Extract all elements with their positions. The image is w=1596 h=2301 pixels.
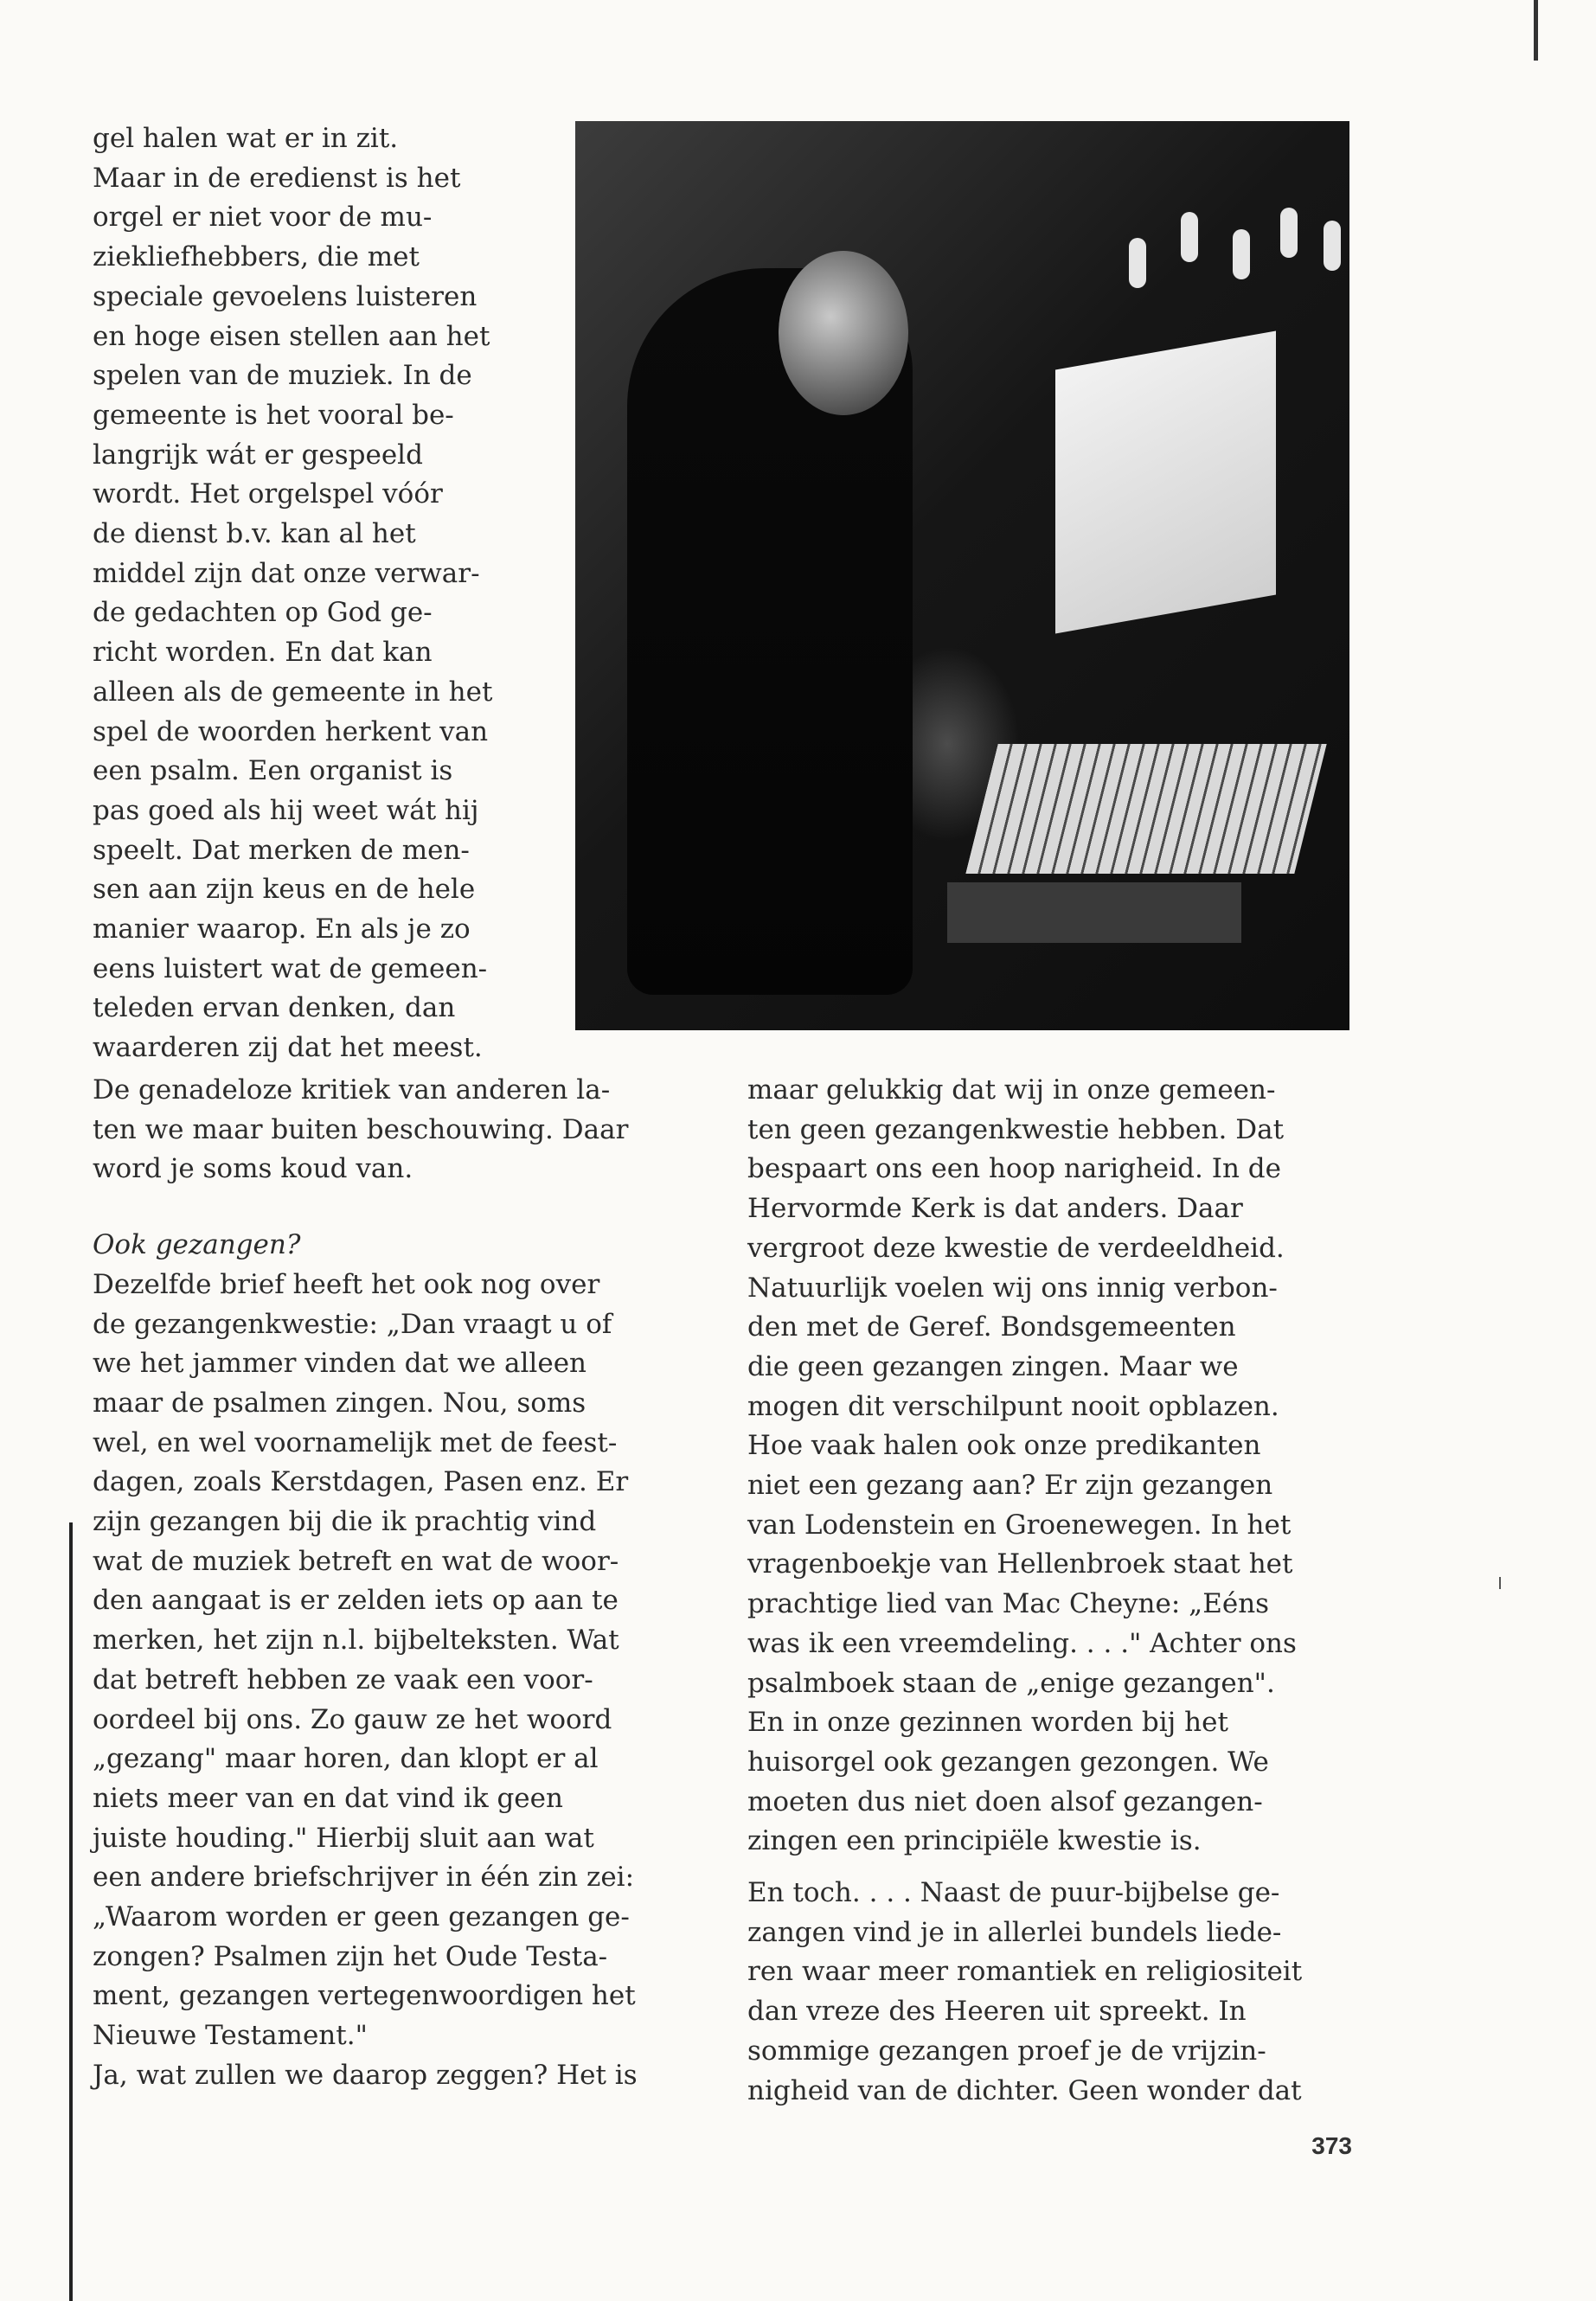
- text-line: sommige gezangen proef je de vrijzin-: [747, 2035, 1266, 2067]
- right-column-text: [747, 1071, 1359, 2111]
- text-line: dagen, zoals Kerstdagen, Pasen enz. Er: [93, 1466, 629, 1498]
- text-line: Nieuwe Testament.": [93, 2020, 368, 2052]
- text-line: ment, gezangen vertegenwoordigen het: [93, 1980, 636, 2012]
- text-line: moeten dus niet doen alsof gezangen-: [747, 1785, 1263, 1817]
- text-line: „gezang" maar horen, dan klopt er al: [93, 1743, 599, 1775]
- text-line: sen aan zijn keus en de hele: [93, 874, 476, 906]
- text-line: gel halen wat er in zit.: [93, 123, 399, 154]
- organist-photo: [575, 121, 1349, 1030]
- text-line: maar de psalmen zingen. Nou, soms: [93, 1387, 586, 1419]
- text-line: gemeente is het vooral be-: [93, 399, 454, 431]
- text-line: wordt. Het orgelspel vóór: [93, 478, 443, 510]
- text-line: ten we maar buiten beschouwing. Daar: [93, 1113, 629, 1145]
- text-line: zingen een principiële kwestie is.: [747, 1825, 1202, 1857]
- text-line: speciale gevoelens luisteren: [93, 280, 478, 312]
- organ-pipes: [982, 203, 1349, 298]
- text-line: teleden ervan denken, dan: [93, 992, 456, 1024]
- text-line: manier waarop. En als je zo: [93, 913, 471, 945]
- text-line: juiste houding." Hierbij sluit aan wat: [93, 1822, 594, 1854]
- text-line: vergroot deze kwestie de verdeeldheid.: [747, 1232, 1285, 1264]
- text-line: alleen als de gemeente in het: [93, 676, 493, 708]
- text-line: richt worden. En dat kan: [93, 637, 433, 669]
- page-number: 373: [1311, 2132, 1352, 2159]
- text-line: den aangaat is er zelden iets op aan te: [93, 1585, 619, 1617]
- text-line: merken, het zijn n.l. bijbelteksten. Wat: [93, 1625, 619, 1657]
- text-line: zijn gezangen bij die ik prachtig vind: [93, 1506, 597, 1538]
- sheet-music: [1055, 331, 1276, 634]
- text-line: van Lodenstein en Groenewegen. In het: [747, 1509, 1292, 1541]
- text-line: nigheid van de dichter. Geen wonder dat: [747, 2074, 1302, 2106]
- text-line: waarderen zij dat het meest.: [93, 1032, 483, 1064]
- text-line: huisorgel ook gezangen gezongen. We: [747, 1746, 1269, 1778]
- text-line: ten geen gezangenkwestie hebben. Dat: [747, 1113, 1285, 1145]
- text-line: een psalm. Een organist is: [93, 755, 453, 787]
- text-line: De genadeloze kritiek van anderen la-: [93, 1074, 611, 1106]
- text-line: de gezangenkwestie: „Dan vraagt u of: [93, 1308, 612, 1340]
- text-line: de gedachten op God ge-: [93, 597, 433, 629]
- text-line: en hoge eisen stellen aan het: [93, 320, 490, 352]
- text-line: Hoe vaak halen ook onze predikanten: [747, 1430, 1261, 1462]
- text-line: zongen? Psalmen zijn het Oude Testa-: [93, 1940, 608, 1972]
- text-line: prachtige lied van Mac Cheyne: „Eéns: [747, 1588, 1270, 1620]
- left-column-bottom-text: [93, 1071, 708, 2096]
- text-line: Hervormde Kerk is dat anders. Daar: [747, 1193, 1243, 1225]
- text-line: speelt. Dat merken de men-: [93, 834, 470, 866]
- page-edge-mark-left: [69, 1522, 73, 2301]
- text-line: middel zijn dat onze verwar-: [93, 557, 480, 589]
- text-line: niets meer van en dat vind ik geen: [93, 1782, 563, 1814]
- text-line: vragenboekje van Hellenbroek staat het: [747, 1548, 1293, 1580]
- text-line: eens luistert wat de gemeen-: [93, 952, 488, 984]
- text-line: psalmboek staan de „enige gezangen".: [747, 1667, 1275, 1699]
- text-line: zangen vind je in allerlei bundels liede-: [747, 1916, 1282, 1948]
- text-line: bespaart ons een hoop narigheid. In de: [747, 1153, 1281, 1185]
- text-line: een andere briefschrijver in één zin zei:: [93, 1862, 635, 1894]
- text-line: langrijk wát er gespeeld: [93, 439, 423, 471]
- text-line: die geen gezangen zingen. Maar we: [747, 1350, 1239, 1382]
- text-line: En in onze gezinnen worden bij het: [747, 1707, 1228, 1739]
- text-line: de dienst b.v. kan al het: [93, 518, 416, 550]
- text-line: Natuurlijk voelen wij ons innig verbon-: [747, 1272, 1278, 1304]
- organ-keyboard: [965, 744, 1326, 874]
- text-line: word je soms koud van.: [93, 1153, 413, 1185]
- text-line: ziekliefhebbers, die met: [93, 241, 420, 273]
- text-line: oordeel bij ons. Zo gauw ze het woord: [93, 1703, 612, 1735]
- text-line: wat de muziek betreft en wat de woor-: [93, 1545, 619, 1577]
- left-column-top-text: [93, 119, 542, 1068]
- text-line: Maar in de eredienst is het: [93, 162, 461, 194]
- text-line: „Waarom worden er geen gezangen ge-: [93, 1901, 630, 1933]
- text-line: spel de woorden herkent van: [93, 715, 489, 747]
- text-line: niet een gezang aan? Er zijn gezangen: [747, 1470, 1273, 1502]
- text-line: was ik een vreemdeling. . . ." Achter ons: [747, 1627, 1297, 1659]
- text-line: we het jammer vinden dat we alleen: [93, 1348, 587, 1380]
- text-line: mogen dit verschilpunt nooit opblazen.: [747, 1390, 1279, 1422]
- page-edge-mark-top: [1534, 0, 1538, 61]
- organist-head: [779, 251, 908, 415]
- organ-console: [947, 882, 1241, 943]
- text-line: Dezelfde brief heeft het ook nog over: [93, 1268, 600, 1300]
- text-line: den met de Geref. Bondsgemeenten: [747, 1311, 1236, 1343]
- text-line: pas goed als hij weet wát hij: [93, 794, 479, 826]
- text-line: orgel er niet voor de mu-: [93, 202, 433, 234]
- text-line: maar gelukkig dat wij in onze gemeen-: [747, 1074, 1276, 1106]
- section-subheading: Ook gezangen?: [93, 1229, 301, 1261]
- text-line: wel, en wel voornamelijk met de feest-: [93, 1426, 618, 1458]
- text-line: ren waar meer romantiek en religiositeit: [747, 1956, 1303, 1988]
- text-line: Ja, wat zullen we daarop zeggen? Het is: [93, 2059, 638, 2091]
- text-line: En toch. . . . Naast de puur-bijbelse ge-: [747, 1877, 1280, 1909]
- text-line: spelen van de muziek. In de: [93, 360, 472, 392]
- margin-tick-mark: [1499, 1577, 1501, 1589]
- text-line: dan vreze des Heeren uit spreekt. In: [747, 1996, 1247, 2028]
- text-line: dat betreft hebben ze vaak een voor-: [93, 1663, 593, 1695]
